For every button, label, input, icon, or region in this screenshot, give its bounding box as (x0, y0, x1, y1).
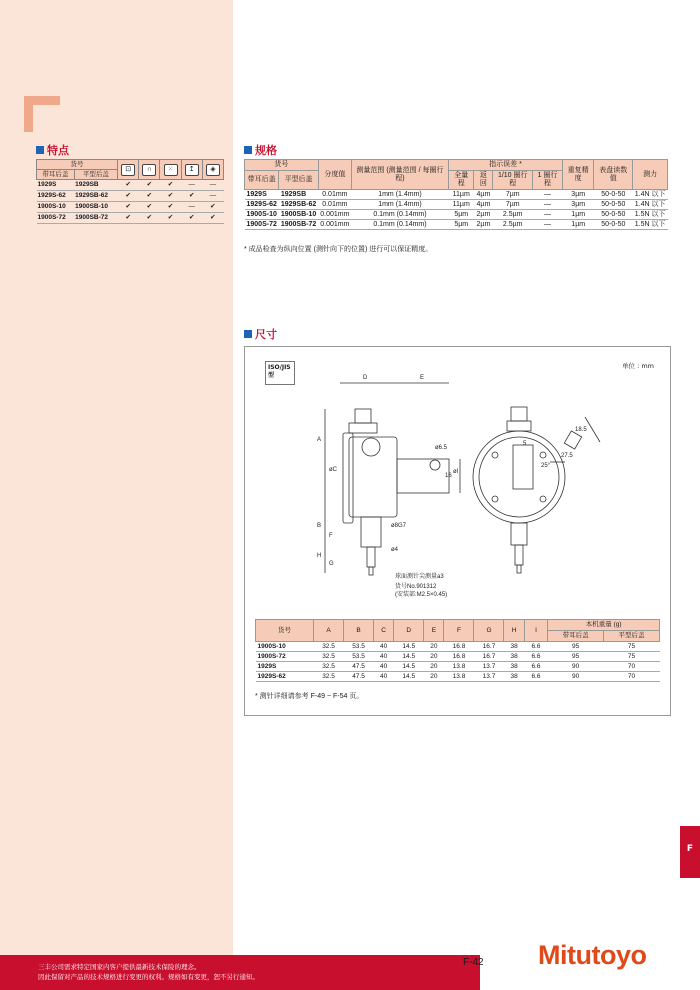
table-cell: 38 (504, 642, 524, 652)
specs-one-header: 1 圈行程 (533, 171, 563, 190)
table-cell: 38 (504, 672, 524, 682)
table-cell: 50-0-50 (594, 210, 633, 220)
specs-flat-back-header: 平型后盖 (279, 171, 318, 190)
dims-col-h: H (504, 620, 524, 642)
table-cell: 7µm (493, 200, 533, 210)
table-cell: 38 (504, 662, 524, 672)
specs-repeat-header: 重复精度 (562, 160, 593, 190)
table-cell: 7µm (493, 190, 533, 200)
table-cell: 32.5 (314, 652, 344, 662)
table-cell: 13.8 (444, 662, 474, 672)
dims-col-b: B (344, 620, 374, 642)
table-cell: 16.8 (444, 652, 474, 662)
dim-label-i: øI (453, 469, 459, 475)
dim-label-f: F (329, 533, 333, 539)
unit-label: 单位 : mm (622, 362, 654, 370)
table-cell: 32.5 (314, 672, 344, 682)
table-cell: 75 (604, 642, 660, 652)
table-cell: 1900SB-10 (280, 211, 317, 218)
specs-table (244, 159, 668, 230)
table-cell: 1929S (245, 190, 279, 200)
table-row (256, 642, 660, 652)
dims-col-f: F (444, 620, 474, 642)
lug-back (397, 459, 449, 493)
table-cell: 40 (374, 662, 394, 672)
table-cell: 20 (424, 672, 444, 682)
table-cell: 6.6 (524, 642, 548, 652)
dims-col-g: G (474, 620, 504, 642)
table-cell: 70 (604, 662, 660, 672)
magnet-icon: ∩ (142, 164, 156, 176)
features-partno-header: 货号 (37, 160, 118, 170)
dim-label-h: H (317, 553, 322, 559)
table-cell: 20 (424, 652, 444, 662)
table-cell: 2.5µm (493, 210, 533, 220)
table-cell: 90 (548, 662, 604, 672)
table-cell: 0.01mm (318, 200, 351, 210)
table-cell: 50-0-50 (594, 190, 633, 200)
dims-weight-header: 本机重量 (g) (548, 620, 660, 631)
footer-text (38, 962, 259, 982)
dims-flat-back-header: 平型后盖 (604, 631, 660, 642)
stem-top (355, 409, 371, 423)
dims-ear-back-header: 带耳后盖 (548, 631, 604, 642)
table-cell: 0.1mm (0.14mm) (351, 210, 448, 220)
table-cell: 16.8 (444, 642, 474, 652)
table-cell: 1.4N 以下 (633, 200, 668, 210)
table-cell: 95 (548, 642, 604, 652)
table-cell: 1900SB-72 (280, 221, 317, 228)
contact-point-no: 货号No.901312 (395, 584, 437, 590)
table-cell: 1mm (1.4mm) (351, 190, 448, 200)
dims-partno-header: 货号 (256, 620, 314, 642)
table-cell: 70 (604, 672, 660, 682)
dims-col-e: E (424, 620, 444, 642)
table-cell: 13.7 (474, 672, 504, 682)
table-cell: 11µm (448, 190, 474, 200)
table-cell: 47.5 (344, 662, 374, 672)
table-cell: — (533, 200, 563, 210)
specs-note: * 成品检查为纵向位置 (测针向下的位置) 进行可以保证精度。 (244, 246, 433, 253)
table-row (245, 210, 668, 220)
gauge-icon: ⊡ (121, 164, 135, 176)
table-cell: 14.5 (394, 642, 424, 652)
table-cell: 32.5 (314, 642, 344, 652)
table-cell: 4µm (474, 190, 493, 200)
table-row: 1929S-62 1929SB-62 ✔ ✔ ✔ ✔ — (37, 191, 224, 202)
table-row (256, 652, 660, 662)
table-row (245, 190, 668, 200)
table-cell: 53.5 (344, 652, 374, 662)
table-cell: — (533, 190, 563, 200)
table-cell: — (533, 210, 563, 220)
table-cell: 38 (504, 652, 524, 662)
dim-label-phi4: ø4 (391, 547, 399, 553)
table-cell: 1929SB-62 (280, 201, 317, 208)
table-cell: 0.001mm (320, 221, 350, 228)
table-cell: 6.6 (524, 652, 548, 662)
table-cell: 50-0-50 (594, 200, 633, 210)
dimensions-title: 尺寸 (244, 326, 277, 342)
table-row: 1900S-72 1900SB-72 ✔ ✔ ✔ ✔ ✔ (37, 213, 224, 224)
table-cell: 14.5 (394, 662, 424, 672)
table-cell: 5µm (448, 220, 474, 230)
table-cell: 1.5N 以下 (633, 220, 668, 230)
table-cell: 3µm (562, 190, 593, 200)
table-cell: 0.1mm (0.14mm) (351, 220, 448, 230)
dial-icon: ⁙ (164, 164, 178, 176)
section-f-tab: F (680, 826, 700, 878)
table-cell: 2.5µm (493, 220, 533, 230)
specs-tenth-header: 1/10 圈行程 (493, 171, 533, 190)
dim-label-angle: 25° (541, 463, 551, 469)
dimension-drawing (245, 347, 672, 609)
table-cell: 1µm (562, 210, 593, 220)
table-cell: 50-0-50 (594, 220, 633, 230)
dims-col-d: D (394, 620, 424, 642)
dim-label-16: 16 (445, 473, 452, 479)
lifting-lever-icon: ↥ (185, 164, 199, 176)
dim-label-phi65: ø6.5 (435, 445, 448, 451)
table-cell: 47.5 (344, 672, 374, 682)
table-cell: — (533, 220, 563, 230)
features-flat-back-header: 平型后盖 (74, 170, 117, 180)
table-cell: 1929S (256, 662, 314, 672)
table-cell: 13.7 (474, 662, 504, 672)
mitutoyo-logo: Mitutoyo (538, 940, 647, 970)
table-row (256, 662, 660, 672)
table-row: 1900S-10 1900SB-10 ✔ ✔ ✔ — ✔ (37, 202, 224, 213)
features-title: 特点 (36, 142, 69, 158)
specs-title: 规格 (244, 142, 277, 158)
table-cell: 0.001mm (320, 211, 350, 218)
table-cell: 75 (604, 652, 660, 662)
table-cell: 95 (548, 652, 604, 662)
lever-knob (362, 438, 380, 456)
dial-inner (479, 437, 559, 517)
thread-spec: (安装部:M2.5×0.45) (395, 592, 448, 598)
footer-line-2: 因此保留对产品的技术规格进行变更的权利。规格如有变更，恕不另行通知。 (38, 973, 259, 981)
table-row (256, 672, 660, 682)
dim-label-e: E (420, 375, 425, 381)
features-ear-back-header: 带耳后盖 (37, 170, 75, 180)
table-cell: 1µm (562, 220, 593, 230)
table-cell: 13.8 (444, 672, 474, 682)
contact-point-label: 球面测针尖测量a3 (395, 574, 444, 580)
dimensions-table (255, 619, 660, 682)
table-cell: 0.01mm (318, 190, 351, 200)
table-cell: 1.5N 以下 (633, 210, 668, 220)
table-cell: 20 (424, 642, 444, 652)
table-cell: 16.7 (474, 652, 504, 662)
table-cell: 11µm (448, 200, 474, 210)
specs-range-header: 测量范围 (测量范围 / 每圈行程) (351, 160, 448, 190)
table-cell: 14.5 (394, 652, 424, 662)
table-cell: 1929S-62 (256, 672, 314, 682)
specs-full-header: 全量程 (448, 171, 474, 190)
dim-label-a: A (317, 437, 322, 443)
dims-col-a: A (314, 620, 344, 642)
table-cell: 20 (424, 662, 444, 672)
table-cell: 2µm (474, 220, 493, 230)
page-number: F-42 (463, 957, 484, 968)
table-row (245, 200, 668, 210)
dim-label-18-5: 18.5 (575, 427, 587, 433)
table-cell: 1900S-10 (256, 642, 314, 652)
table-cell: 6.6 (524, 672, 548, 682)
dims-col-i: I (524, 620, 548, 642)
footer-line-1: 三丰公司需求特定国家内客户提供最新技术保险的理念。 (38, 963, 201, 971)
dim-label-b: B (317, 523, 322, 529)
specs-error-header: 指示误差 * (448, 160, 562, 171)
table-row: 1929S 1929SB ✔ ✔ ✔ — — (37, 180, 224, 191)
specs-partno-header: 货号 (245, 160, 319, 171)
table-cell: 40 (374, 642, 394, 652)
bezel-side (343, 433, 353, 523)
dim-label-phi8: ø8G7 (391, 523, 407, 529)
table-cell: 1900S-72 (246, 221, 277, 228)
dim-label-c: øC (329, 467, 337, 473)
table-cell: 40 (374, 672, 394, 682)
left-color-band (0, 0, 233, 955)
table-cell: 32.5 (314, 662, 344, 672)
dim-label-5: 5 (523, 441, 527, 447)
table-cell: 1900S-10 (246, 211, 277, 218)
table-cell: 16.7 (474, 642, 504, 652)
dimensions-note: * 测针详细请参考 F-49 ~ F-54 页。 (255, 693, 364, 700)
table-cell: 4µm (474, 200, 493, 210)
specs-dial-header: 表盘读数值 (594, 160, 633, 190)
dim-label-27-5: 27.5 (561, 453, 573, 459)
table-cell: 40 (374, 652, 394, 662)
table-cell: 1.4N 以下 (633, 190, 668, 200)
dim-label-g: G (329, 561, 334, 567)
table-cell: 3µm (562, 200, 593, 210)
table-cell: 1929S-62 (246, 201, 277, 208)
specs-graduation-header: 分度值 (318, 160, 351, 190)
dimensions-frame (244, 346, 671, 716)
dims-col-c: C (374, 620, 394, 642)
table-cell: 2µm (474, 210, 493, 220)
table-cell: 6.6 (524, 662, 548, 672)
table-cell: 1mm (1.4mm) (351, 200, 448, 210)
side-body (349, 437, 397, 517)
specs-ear-back-header: 带耳后盖 (245, 171, 279, 190)
dim-label-d: D (363, 375, 368, 381)
table-cell: 5µm (448, 210, 474, 220)
table-cell: 90 (548, 672, 604, 682)
table-cell: 1900S-72 (256, 652, 314, 662)
table-row (245, 220, 668, 230)
specs-retrace-header: 返回 (474, 171, 493, 190)
table-cell: 53.5 (344, 642, 374, 652)
jewel-bearing-icon: ◈ (206, 164, 220, 176)
specs-force-header: 测力 (633, 160, 668, 190)
corner-mark (24, 96, 60, 132)
features-table (36, 159, 224, 224)
table-cell: 1929SB (279, 190, 318, 200)
iso-jis-label: ISO/JIS 型 (265, 361, 295, 385)
table-cell: 14.5 (394, 672, 424, 682)
